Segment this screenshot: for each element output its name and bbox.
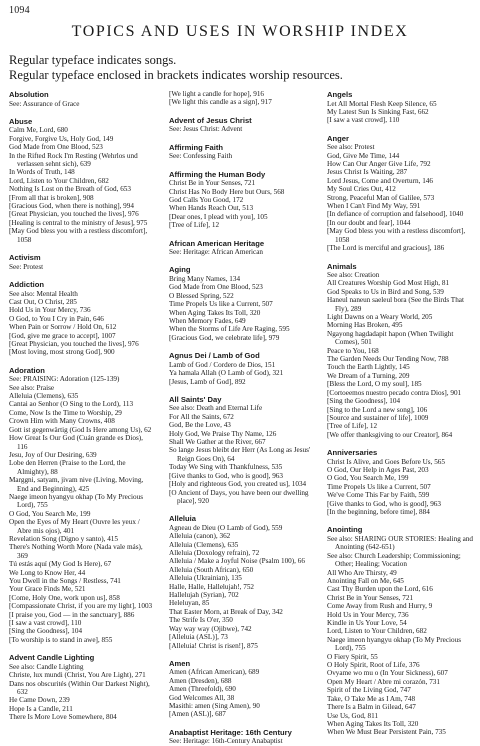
- index-item: [Great Physician, you touched the lives], 976: [9, 339, 139, 348]
- index-item: [Cortoeemos nuestro pecado contra Dios], 901: [327, 388, 462, 397]
- index-entry: [169, 90, 313, 107]
- index-item: Haneul naneun saeleul bora (See the Birds That Fly), 289: [327, 296, 464, 313]
- index-item: O God, You Search Me, 199: [9, 509, 91, 518]
- topic-heading: Aging: [169, 265, 191, 275]
- index-item: Light Dawns on a Weary World, 205: [327, 313, 433, 322]
- index-item: God Speaks to Us in Bird and Song, 539: [327, 287, 444, 296]
- index-item: [We offer thanksgiving to our Creator], 864: [327, 430, 453, 439]
- topic-heading: Affirming Faith: [169, 142, 223, 152]
- see-reference: See also: Mental Health: [9, 289, 78, 298]
- topic-heading: Animals: [327, 261, 357, 271]
- index-item: [In our doubt and fear], 1044: [327, 218, 411, 227]
- topic-heading: Anger: [327, 133, 349, 143]
- index-item: O Fiery Spirit, 55: [327, 652, 378, 661]
- index-item: That Easter Morn, at Break of Day, 342: [169, 607, 283, 616]
- index-item: Christ Be in Your Senses, 721: [169, 179, 256, 188]
- typeface-legend: [9, 53, 474, 83]
- index-item: Heleluyan, 85: [169, 599, 210, 608]
- index-entry: [9, 117, 154, 244]
- index-item: Halle, Halle, Hallelujah!, 752: [169, 582, 255, 591]
- index-item: Agneau de Dieu (O Lamb of God), 559: [169, 523, 283, 532]
- index-item: For All the Saints, 672: [169, 412, 234, 421]
- index-item: There's Nothing Worth More (Nada vale más), 369: [9, 543, 143, 560]
- index-entry: [9, 253, 154, 271]
- index-entry: [169, 170, 313, 230]
- topic-heading: Anointing: [327, 525, 363, 535]
- index-entry: [169, 239, 313, 257]
- index-item: [From all that is broken], 908: [9, 193, 94, 202]
- see-reference: See also: Protest: [327, 143, 375, 152]
- index-item: Your Grace Finds Me, 521: [9, 585, 86, 594]
- index-item: [Alleluia! Christ is risen!], 875: [169, 641, 258, 650]
- index-item: [Come, Holy One, work upon us], 858: [9, 593, 120, 602]
- page-title: TOPICS AND USES IN WORSHIP INDEX: [71, 23, 409, 40]
- index-item: [Most loving, most strong God], 900: [9, 348, 115, 357]
- index-item: Shall We Gather at the River, 667: [169, 438, 266, 447]
- index-item: Take, O Take Me as I Am, 748: [327, 694, 416, 703]
- index-item: God Welcomes All, 38: [169, 693, 235, 702]
- index-item: [Healing is central to the ministry of Jesus], 975: [9, 218, 148, 227]
- index-item: Open the Eyes of My Heart (Ouvre les yeux / Abre mis ojos), 401: [9, 518, 140, 535]
- index-item: Dans nos obscurités (Within Our Darkest Night), 632: [9, 679, 150, 696]
- index-item: Anointing Fall on Me, 645: [327, 577, 404, 585]
- see-reference: See: PRAISING: Adoration (125-139): [9, 375, 120, 384]
- topic-heading: Abuse: [9, 116, 33, 126]
- index-item: [The Lord is merciful and gracious], 186: [327, 244, 445, 253]
- index-item: O God, Our Help in Ages Past, 203: [327, 466, 429, 475]
- index-item: Strong, Peaceful Man of Galilee, 573: [327, 193, 435, 202]
- index-item: Jesus Christ Is Waiting, 287: [327, 168, 408, 177]
- index-item: Lobe den Herren (Praise to the Lord, the Almighty), 88: [9, 459, 126, 476]
- index-item: Lord, Listen to Your Children, 682: [327, 627, 427, 636]
- index-item: Use Us, God, 811: [327, 711, 379, 720]
- index-entry: [169, 116, 313, 134]
- index-item: Masithi: amen (Sing Amen), 90: [169, 702, 260, 711]
- index-item: We've Come This Far by Faith, 599: [327, 491, 430, 500]
- index-columns: [9, 90, 474, 746]
- index-item: Naege imeon hyangyu okhap (To My Precious Lord), 755: [327, 635, 462, 653]
- see-reference: See also: Candle Lighting: [9, 662, 84, 671]
- index-item: Time Propels Us like a Current, 507: [327, 482, 431, 491]
- index-item: When Memory Fades, 649: [169, 317, 246, 325]
- index-item: Ngayong hagdadapit hapon (When Twilight Comes), 501: [327, 329, 454, 347]
- index-item: [Sing to the Lord a new song], 106: [327, 405, 428, 414]
- see-reference: See also: SHARING OUR STORIES: Healing and Anointing (642-651): [327, 534, 474, 552]
- index-entry: [9, 280, 154, 357]
- see-reference: See also: Praise: [9, 383, 55, 392]
- index-item: The Garden Needs Our Tending Now, 788: [327, 355, 449, 364]
- index-item: We Dream of a Turning, 209: [327, 371, 410, 380]
- index-item: Cast Out, O Christ, 285: [9, 297, 77, 306]
- index-item: Alleluia (South African), 650: [169, 565, 254, 574]
- topic-heading: Absolution: [9, 90, 49, 99]
- index-item: When Aging Takes Its Toll, 320: [169, 308, 261, 317]
- index-item: [Great Physician, you touched the lives], 976: [9, 210, 139, 219]
- see-reference: See: Heritage: African American: [169, 248, 263, 257]
- index-item: O God, You Search Me, 199: [327, 474, 409, 483]
- topic-heading: Anniversaries: [327, 448, 378, 458]
- index-item: [We light a candle for hope], 916: [169, 90, 265, 98]
- index-item: Ya hamala Allah (O Lamb of God), 321: [169, 369, 284, 378]
- topic-heading: Advent Candle Lighting: [9, 653, 95, 663]
- index-item: [Tree of Life], 12: [327, 422, 378, 431]
- index-item: You Dwell in the Songs / Restless, 741: [9, 577, 121, 585]
- index-item: When Hands Reach Out, 513: [169, 204, 254, 213]
- index-item: Alleluia (Clemens), 635: [9, 392, 79, 401]
- index-item: God Made from One Blood, 523: [169, 283, 263, 292]
- index-item: [Gracious God, when there is nothing], 994: [9, 202, 134, 211]
- index-item: [Source and sustainer of life], 1009: [327, 413, 429, 422]
- index-item: All Who Are Thirsty, 49: [327, 568, 397, 577]
- index-item: My Latest Sun Is Sinking Fast, 662: [327, 107, 429, 116]
- index-item: O God, to You I Cry in Pain, 646: [9, 314, 104, 323]
- index-item: [Sing the Goodness], 104: [327, 397, 401, 406]
- index-item: There Is More Love Somewhere, 804: [9, 713, 117, 722]
- index-item: How Can Our Anger Give Life, 792: [327, 160, 431, 169]
- index-item: [God, give me grace to accept], 1007: [9, 331, 116, 340]
- see-reference: See also: Creation: [327, 271, 380, 279]
- index-item: Come Away from Rush and Hurry, 9: [327, 602, 433, 611]
- index-item: When We Must Bear Persistent Pain, 735: [327, 728, 446, 737]
- index-item: Hallelujah (Syrian), 702: [169, 591, 239, 600]
- index-entry: [169, 265, 313, 342]
- index-item: [To worship is to stand in awe], 855: [9, 635, 113, 644]
- topic-heading: African American Heritage: [169, 238, 265, 248]
- index-item: [Give thanks to God, who is good], 963: [169, 471, 283, 480]
- index-item: [In the beginning, before time], 884: [327, 508, 430, 517]
- topic-heading: Adoration: [9, 365, 45, 375]
- index-item: Alleluia / Make a Joyful Noise (Psalm 100), 66: [169, 557, 305, 566]
- topic-heading: Addiction: [9, 280, 45, 289]
- index-item: My Soul Cries Out, 412: [327, 185, 396, 194]
- topic-heading: All Saints' Day: [169, 394, 222, 404]
- index-item: God Calls You Good, 172: [169, 195, 244, 204]
- index-item: [O Ancient of Days, you have been our dwelling place], 920: [169, 488, 309, 505]
- index-item: Alleluia (Doxology refrain), 72: [169, 549, 260, 558]
- index-item: [I saw a vast crowd], 110: [327, 116, 400, 125]
- index-item: [May God bless you with a restless discomfort], 1058: [327, 227, 466, 244]
- index-entry: [169, 143, 313, 161]
- index-item: [May God bless you with a restless discomfort], 1058: [9, 227, 148, 244]
- index-item: Amen (Dresden), 688: [169, 676, 232, 685]
- index-item: Crown Him with Many Crowns, 408: [9, 417, 115, 426]
- page-number: 1094: [9, 5, 30, 16]
- index-entry: [9, 90, 154, 108]
- index-item: Touch the Earth Lightly, 145: [327, 363, 410, 372]
- index-item: [I saw a vast crowd], 110: [9, 619, 82, 628]
- index-item: [Alleluia (ASL)], 73: [169, 633, 228, 642]
- index-item: Cantai ao Senhor (O Sing to the Lord), 113: [9, 400, 134, 409]
- index-item: Revelation Song (Digno y santo), 415: [9, 534, 118, 543]
- index-item: We Long to Know Her, 44: [9, 568, 86, 577]
- index-item: There Is a Balm in Gilead, 647: [327, 703, 416, 712]
- index-item: [I praise you, God — in the sanctuary], 886: [9, 610, 135, 619]
- topic-heading: Anabaptist Heritage: 16th Century: [169, 727, 292, 737]
- index-item: In the Rifted Rock I'm Resting (Wehrlos und verlassen sehnt sich), 639: [9, 151, 138, 169]
- index-item: Alleluia (Clemens), 635: [169, 540, 239, 549]
- topic-heading: Angels: [327, 90, 353, 99]
- index-item: [Dear ones, I plead with you], 105: [169, 212, 268, 221]
- index-column-2: [169, 90, 313, 746]
- index-item: Ovyame wo mu o (In Your Sickness), 607: [327, 669, 448, 678]
- index-item: Peace to You, 168: [327, 346, 379, 355]
- index-entry: [169, 351, 313, 386]
- see-reference: See also: Death and Eternal Life: [169, 404, 263, 413]
- index-item: Christ Is Alive, and Goes Before Us, 565: [327, 457, 445, 466]
- see-reference: See: Protest: [9, 262, 44, 271]
- index-item: All Creatures Worship God Most High, 81: [327, 279, 450, 288]
- see-reference: See: Jesus Christ: Advent: [169, 125, 243, 134]
- index-entry: [9, 653, 154, 721]
- index-item: So lange Jesus bleibt der Herr (As Long as Jesus' Reign Goes On), 64: [169, 446, 311, 463]
- index-item: Christ Be in Your Senses, 721: [327, 593, 414, 602]
- index-item: Time Propels Us like a Current, 507: [169, 300, 273, 309]
- index-entry: [9, 366, 154, 645]
- index-entry: [327, 448, 473, 516]
- index-item: [Holy and righteous God, you created us], 1034: [169, 480, 307, 489]
- index-item: Holy God, We Praise Thy Name, 126: [169, 429, 277, 438]
- index-item: Kindle in Us Your Love, 54: [327, 619, 407, 628]
- index-item: When the Storms of Life Are Raging, 595: [169, 325, 290, 334]
- index-item: [Jesus, Lamb of God], 892: [169, 377, 246, 386]
- index-item: Lord Jesus, Come and Overturn, 146: [327, 176, 433, 185]
- index-item: Come, Now Is the Time to Worship, 29: [9, 408, 122, 417]
- see-reference: See: Assurance of Grace: [9, 99, 80, 108]
- index-item: [Give thanks to God, who is good], 963: [327, 499, 441, 508]
- index-item: Christe, lux mundi (Christ, You Are Light), 271: [9, 671, 146, 680]
- index-item: Hope Is a Candle, 211: [9, 704, 73, 713]
- index-item: The Strife Is O'er, 350: [169, 616, 233, 625]
- legend-line-resources: Regular typeface enclosed in brackets indicates worship resources.: [9, 68, 343, 82]
- index-item: [Sing the Goodness], 104: [9, 627, 83, 636]
- index-entry: [169, 514, 313, 650]
- index-item: [In defiance of corruption and falsehood], 1040: [327, 210, 464, 219]
- index-item: Naege imeon hyangyu okhap (To My Precious Lord), 755: [9, 492, 144, 510]
- see-reference: See: Confessing Faith: [169, 152, 233, 161]
- index-item: Amen (Threefold), 690: [169, 685, 236, 694]
- index-column-1: [9, 90, 154, 722]
- topic-heading: Activism: [9, 253, 41, 263]
- see-reference: See: Heritage: 16th-Century Anabaptist: [169, 737, 283, 746]
- index-item: Lamb of God / Cordero de Dios, 151: [169, 360, 276, 369]
- index-item: [Gracious God, we celebrate life], 979: [169, 333, 280, 342]
- index-entry: [169, 395, 313, 505]
- index-entry: [169, 728, 313, 746]
- topic-heading: Alleluia: [169, 514, 197, 524]
- index-item: Hold Us in Your Mercy, 736: [9, 306, 91, 315]
- index-item: O Blessed Spring, 522: [169, 291, 234, 300]
- topic-heading: Advent of Jesus Christ: [169, 115, 252, 125]
- index-item: [Compassionate Christ, if you are my light], 1003: [9, 602, 153, 611]
- index-item: Lord, Listen to Your Children, 682: [9, 176, 109, 185]
- index-item: When Aging Takes Its Toll, 320: [327, 719, 419, 728]
- index-item: Jesu, Joy of Our Desiring, 639: [9, 450, 97, 459]
- legend-line-songs: Regular typeface indicates songs.: [9, 53, 177, 67]
- index-item: Forgive, Forgive Us, Holy God, 149: [9, 134, 114, 143]
- topic-heading: Amen: [169, 658, 191, 668]
- topic-heading: Agnus Dei / Lamb of God: [169, 351, 260, 361]
- index-item: God Made from One Blood, 523: [9, 143, 103, 152]
- index-item: Bring Many Names, 134: [169, 274, 241, 283]
- index-item: Spirit of the Living God, 747: [327, 686, 411, 695]
- index-item: Gott ist gegenwärtig (God Is Here among Us), 62: [9, 425, 152, 434]
- index-entry: [327, 134, 473, 253]
- index-item: Amen (African American), 689: [169, 668, 260, 677]
- index-entry: [169, 659, 313, 719]
- index-item: When I Can't Find My Way, 591: [327, 202, 421, 211]
- index-entry: [327, 90, 473, 125]
- index-item: [Bless the Lord, O my soul], 185: [327, 380, 422, 389]
- topic-heading: Affirming the Human Body: [169, 169, 266, 179]
- index-item: Way way way (Ojibwe), 742: [169, 624, 252, 633]
- index-item: Today We Sing with Thankfulness, 535: [169, 463, 283, 472]
- index-item: Cast Thy Burden upon the Lord, 616: [327, 585, 433, 594]
- index-item: [Tree of Life], 12: [169, 221, 220, 230]
- index-item: When Pain or Sorrow / Hold On, 612: [9, 323, 117, 332]
- index-item: In Words of Truth, 148: [9, 168, 75, 177]
- index-item: Calm Me, Lord, 680: [9, 126, 68, 135]
- index-item: Let All Mortal Flesh Keep Silence, 65: [327, 99, 437, 108]
- index-item: Alleluia (Ukrainian), 135: [169, 574, 242, 583]
- see-reference: See also: Church Leadership; Commissioning; Other; Healing; Vocation: [327, 551, 461, 569]
- index-item: How Great Is Our God (Cuán grande es Dios), 116: [9, 434, 143, 451]
- index-item: Christ Has No Body Here but Ours, 568: [169, 187, 285, 196]
- index-item: [We light this candle as a sign], 917: [169, 98, 272, 107]
- index-item: Nothing Is Lost on the Breath of God, 653: [9, 185, 131, 194]
- index-entry: [327, 525, 473, 736]
- index-entry: [327, 262, 473, 440]
- index-item: Marggni, satyam, jivam nive (Living, Moving, End and Beginning), 425: [9, 476, 144, 493]
- index-item: O Holy Spirit, Root of Life, 376: [327, 661, 420, 670]
- index-item: Morning Has Broken, 495: [327, 321, 403, 330]
- index-item: God, Give Me Time, 144: [327, 151, 400, 160]
- index-item: [Amen (ASL)], 687: [169, 710, 226, 719]
- index-column-3: [327, 90, 474, 737]
- index-item: Hold Us in Your Mercy, 736: [327, 610, 409, 619]
- index-item: He Came Down, 239: [9, 696, 70, 705]
- index-item: Tú estás aquí (My God Is Here), 67: [9, 560, 112, 569]
- index-item: God, Be the Love, 43: [169, 421, 231, 430]
- index-item: Open My Heart / Abre mi corazón, 731: [327, 677, 440, 686]
- index-item: Alleluia (canon), 362: [169, 532, 231, 541]
